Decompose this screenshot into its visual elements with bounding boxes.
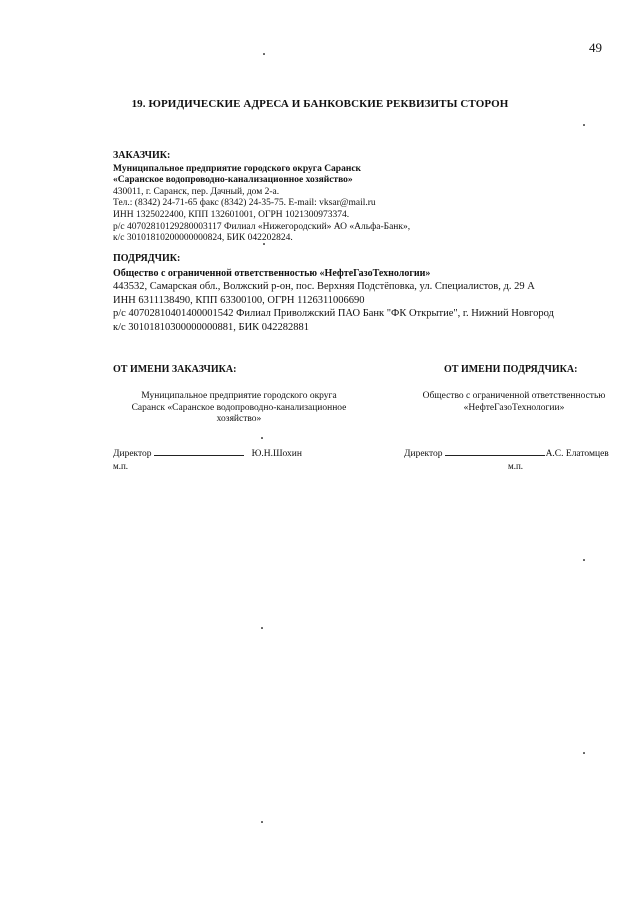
scan-speck — [263, 53, 265, 55]
customer-signer-role: Директор — [113, 449, 152, 459]
customer-on-behalf-heading: ОТ ИМЕНИ ЗАКАЗЧИКА: — [113, 364, 237, 375]
scan-speck — [583, 124, 585, 126]
scan-speck — [261, 437, 263, 439]
scan-speck — [583, 559, 585, 561]
scan-speck — [261, 821, 263, 823]
contractor-stamp-label: м.п. — [508, 461, 524, 471]
section-title: 19. ЮРИДИЧЕСКИЕ АДРЕСА И БАНКОВСКИЕ РЕКВИЗИТЫ СТОРОН — [131, 98, 509, 110]
contractor-signature-line — [404, 447, 609, 459]
contractor-name: Общество с ограниченной ответственностью «НефтеГазоТехнологии» — [113, 267, 431, 279]
customer-details — [113, 150, 613, 245]
customer-org-line1: Муниципальное предприятие городского округа — [141, 391, 337, 401]
scan-speck — [583, 752, 585, 754]
customer-corr-account: к/с 30101810200000000824, БИК 042202824. — [113, 233, 293, 244]
customer-phones: Тел.: (8342) 24-71-65 факс (8342) 24-35-75. E-mail: vksar@mail.ru — [113, 198, 376, 209]
customer-signature-line — [113, 447, 302, 459]
contractor-address: 443532, Самарская обл., Волжский р-он, пос. Верхняя Подстёповка, ул. Специалистов, д. 29 А — [113, 281, 535, 292]
page-number: 49 — [589, 40, 602, 55]
contractor-heading: ПОДРЯДЧИК: — [113, 253, 181, 264]
contractor-ids: ИНН 6311138490, КПП 63300100, ОГРН 1126311006690 — [113, 294, 365, 306]
customer-org-name — [108, 391, 370, 426]
customer-org-line2: Саранск «Саранское водопроводно-канализационное — [131, 402, 347, 413]
customer-account: р/с 40702810129280003117 Филиал «Нижегородский» АО «Альфа-Банк», — [113, 221, 411, 232]
contractor-signer-name: А.С. Елатомцев — [545, 449, 609, 459]
contractor-account: р/с 40702810401400001542 Филиал Приволжский ПАО Банк "ФК Открытие", г. Нижний Новгород — [113, 308, 554, 319]
contractor-signature-blank — [445, 447, 545, 456]
contractor-on-behalf-heading: ОТ ИМЕНИ ПОДРЯДЧИКА: — [444, 364, 578, 375]
customer-signature-heading-block — [113, 364, 373, 375]
customer-signer-name: Ю.Н.Шохин — [251, 449, 302, 459]
scan-speck — [263, 243, 265, 245]
contractor-org-line1: Общество с ограниченной ответственностью — [422, 391, 606, 401]
customer-address: 430011, г. Саранск, пер. Дачный, дом 2-а. — [113, 186, 280, 197]
contractor-signer-role: Директор — [404, 449, 443, 459]
customer-org-line3: хозяйство» — [216, 414, 262, 424]
contractor-org-name — [398, 391, 630, 414]
customer-ids: ИНН 1325022400, КПП 132601001, ОГРН 1021300973374. — [113, 209, 350, 220]
scan-speck — [261, 627, 263, 629]
customer-name-line1: Муниципальное предприятие городского округа Саранск — [113, 163, 362, 174]
customer-heading: ЗАКАЗЧИК: — [113, 150, 171, 161]
contractor-details — [113, 252, 613, 334]
contractor-corr-account: к/с 30101810300000000881, БИК 042282881 — [113, 321, 310, 333]
customer-stamp-label: м.п. — [113, 461, 129, 471]
customer-name-line2: «Саранское водопроводно-канализационное хозяйство» — [113, 175, 353, 186]
contractor-org-line2: «НефтеГазоТехнологии» — [463, 402, 565, 413]
customer-signature-blank — [154, 447, 244, 456]
